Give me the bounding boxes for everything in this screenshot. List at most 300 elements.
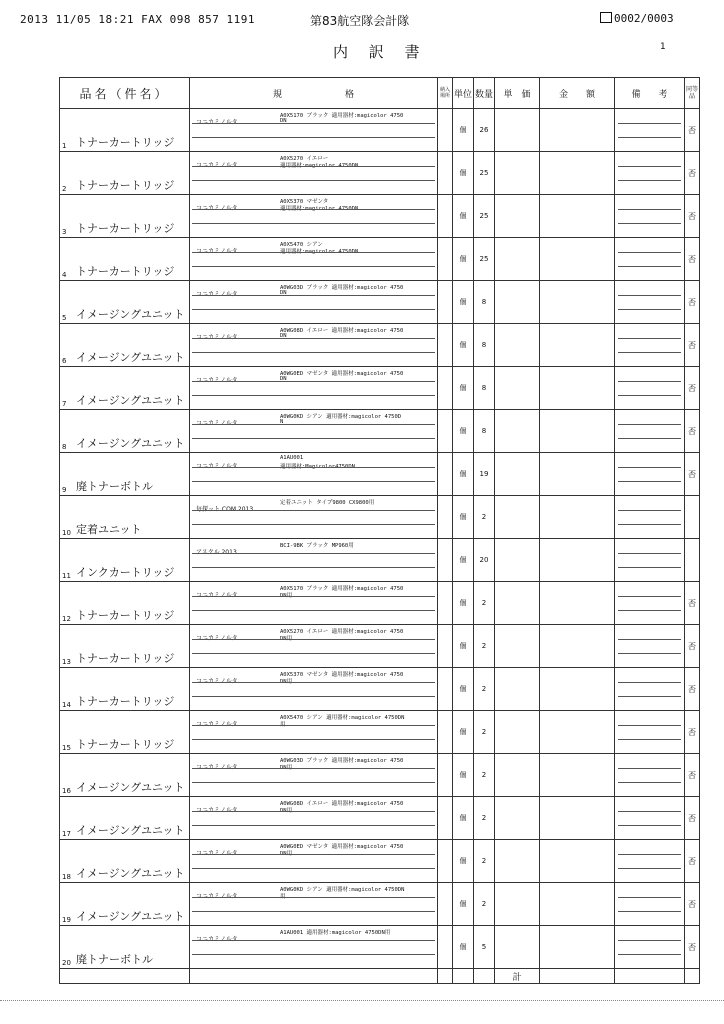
item-qty: 20: [474, 539, 495, 582]
item-spec-line1: A0X5470 シアン 適用器材:magicolor 4750DN: [280, 715, 405, 721]
item-equivalent: 否: [685, 195, 700, 238]
item-remarks: [615, 195, 685, 238]
remarks-rule: [618, 266, 681, 267]
spec-rule: [192, 897, 435, 898]
item-number: 3: [62, 228, 67, 236]
item-number: 17: [62, 830, 71, 838]
item-delivery: [438, 582, 453, 625]
item-amount: [540, 238, 615, 281]
item-unit-price: [495, 625, 540, 668]
remarks-rule: [618, 639, 681, 640]
item-amount: [540, 711, 615, 754]
remarks-rule: [618, 166, 681, 167]
item-spec-cell: [190, 410, 438, 453]
item-remarks: [615, 410, 685, 453]
item-spec-cell: [190, 324, 438, 367]
item-equivalent: 否: [685, 109, 700, 152]
item-unit: 個: [453, 195, 474, 238]
item-equivalent: [685, 539, 700, 582]
item-name-cell: [60, 152, 190, 195]
item-unit-price: [495, 152, 540, 195]
spec-rule: [192, 954, 435, 955]
spec-rule: [192, 510, 435, 511]
item-spec-line1: A0X5370 マゼンタ 適用器材:magicolor 4750: [280, 672, 404, 678]
item-qty: 2: [474, 840, 495, 883]
item-spec-line1: A0X5270 イエロー 適用器材:magicolor 4750: [280, 629, 404, 635]
item-unit-price: [495, 238, 540, 281]
item-unit-price: [495, 410, 540, 453]
remarks-rule: [618, 467, 681, 468]
spec-rule: [192, 467, 435, 468]
item-maker: アスクル 2013: [196, 549, 237, 556]
spec-rule: [192, 223, 435, 224]
item-name-cell: [60, 496, 190, 539]
remarks-rule: [618, 123, 681, 124]
item-name: 廃トナーボトル: [76, 480, 153, 493]
item-delivery: [438, 754, 453, 797]
item-amount: [540, 668, 615, 711]
item-name: トナーカートリッジ: [76, 136, 175, 149]
item-spec-cell: [190, 625, 438, 668]
item-delivery: [438, 410, 453, 453]
item-unit: 個: [453, 926, 474, 969]
item-spec-cell: [190, 367, 438, 410]
item-name-cell: [60, 754, 190, 797]
spec-rule: [192, 123, 435, 124]
remarks-rule: [618, 524, 681, 525]
item-name-cell: [60, 883, 190, 926]
total-label: 計: [495, 969, 540, 984]
spec-rule: [192, 395, 435, 396]
item-amount: [540, 453, 615, 496]
item-amount: [540, 840, 615, 883]
item-equivalent: 否: [685, 926, 700, 969]
item-name: トナーカートリッジ: [76, 695, 175, 708]
total-blank-4: [453, 969, 474, 984]
spec-rule: [192, 639, 435, 640]
spec-rule: [192, 266, 435, 267]
item-spec-line1: A0X5470 シアン: [280, 242, 323, 248]
item-equivalent: 否: [685, 797, 700, 840]
remarks-rule: [618, 137, 681, 138]
item-spec-cell: [190, 496, 438, 539]
item-spec-line1: 定着ユニット タイプ9800 CX9800用: [280, 500, 375, 506]
item-spec-line2: N: [280, 419, 284, 425]
breakdown-table: [59, 77, 700, 984]
item-equivalent: 否: [685, 625, 700, 668]
remarks-rule: [618, 180, 681, 181]
spec-rule: [192, 481, 435, 482]
item-remarks: [615, 324, 685, 367]
table-row: [60, 152, 700, 195]
spec-rule: [192, 725, 435, 726]
item-name: トナーカートリッジ: [76, 738, 175, 751]
item-spec-line2: 適用器材:magicolor 4750DN: [280, 249, 359, 255]
item-spec-line2: 適用器材:Magicolor4750DN: [280, 464, 355, 470]
item-spec-cell: [190, 840, 438, 883]
item-spec-line1: A0WG0KD シアン 適用器材:magicolor 4750D: [280, 414, 402, 420]
spec-rule: [192, 682, 435, 683]
item-name: イメージングユニット: [76, 781, 185, 794]
item-name-cell: [60, 539, 190, 582]
item-amount: [540, 152, 615, 195]
item-name-cell: [60, 625, 190, 668]
header-amount: 金 額: [540, 78, 615, 109]
item-name-cell: [60, 668, 190, 711]
table-row: [60, 324, 700, 367]
spec-rule: [192, 596, 435, 597]
item-qty: 8: [474, 324, 495, 367]
item-delivery: [438, 840, 453, 883]
item-name-cell: [60, 840, 190, 883]
remarks-rule: [618, 897, 681, 898]
header-delivery: 納入 場所: [438, 78, 453, 109]
spec-rule: [192, 811, 435, 812]
item-maker: コニカミノルタ: [196, 807, 238, 814]
item-spec-cell: [190, 109, 438, 152]
item-unit: 個: [453, 840, 474, 883]
item-number: 4: [62, 271, 67, 279]
item-spec-cell: [190, 453, 438, 496]
item-qty: 25: [474, 238, 495, 281]
table-row: [60, 797, 700, 840]
item-equivalent: 否: [685, 324, 700, 367]
item-remarks: [615, 668, 685, 711]
remarks-rule: [618, 352, 681, 353]
remarks-rule: [618, 510, 681, 511]
item-unit: 個: [453, 754, 474, 797]
item-qty: 26: [474, 109, 495, 152]
item-equivalent: [685, 496, 700, 539]
item-unit-price: [495, 453, 540, 496]
page-icon: [600, 12, 612, 23]
item-spec-line1: A1AU001 適用器材:magicolor 4750DN用: [280, 930, 391, 936]
item-equivalent: 否: [685, 582, 700, 625]
spec-rule: [192, 553, 435, 554]
item-spec-line1: A0X5370 マゼンタ: [280, 199, 329, 205]
item-delivery: [438, 152, 453, 195]
fax-sender: 第83航空隊会計隊: [310, 14, 410, 28]
remarks-rule: [618, 481, 681, 482]
item-spec-line2: DN: [280, 376, 287, 382]
item-spec-cell: [190, 281, 438, 324]
header-name: 品名（件名）: [60, 78, 190, 109]
item-unit-price: [495, 926, 540, 969]
header-equivalent: 同等 品: [685, 78, 700, 109]
item-spec-cell: [190, 152, 438, 195]
table-row: [60, 195, 700, 238]
remarks-rule: [618, 223, 681, 224]
total-blank-2: [190, 969, 438, 984]
item-spec-line1: A1AU001: [280, 455, 304, 461]
item-amount: [540, 926, 615, 969]
item-unit: 個: [453, 152, 474, 195]
total-amount: [540, 969, 615, 984]
item-qty: 8: [474, 281, 495, 324]
item-unit: 個: [453, 582, 474, 625]
item-spec-line2: DN用: [280, 593, 293, 599]
item-remarks: [615, 539, 685, 582]
item-spec-line2: DN用: [280, 679, 293, 685]
item-maker: コニカミノルタ: [196, 291, 238, 298]
table-row: [60, 367, 700, 410]
item-qty: 2: [474, 797, 495, 840]
item-spec-line2: DN用: [280, 765, 293, 771]
fax-page-counter-text: 0002/0003: [614, 12, 674, 25]
item-name-cell: [60, 926, 190, 969]
item-maker: コニカミノルタ: [196, 678, 238, 685]
total-row: [60, 969, 700, 984]
item-equivalent: 否: [685, 238, 700, 281]
spec-rule: [192, 252, 435, 253]
item-spec-line1: A0WG08D イエロー 適用器材:magicolor 4750: [280, 801, 404, 807]
item-spec-line1: A0WG08D イエロー 適用器材:magicolor 4750: [280, 328, 404, 334]
item-name: トナーカートリッジ: [76, 265, 175, 278]
item-spec-line2: 適用器材:magicolor 4750DN: [280, 206, 359, 212]
item-unit: 個: [453, 496, 474, 539]
item-spec-cell: [190, 711, 438, 754]
table-header-row: [60, 78, 700, 109]
item-amount: [540, 324, 615, 367]
item-number: 6: [62, 357, 67, 365]
item-spec-line2: 適用器材:magicolor 4750DN: [280, 163, 359, 169]
item-unit-price: [495, 582, 540, 625]
item-number: 5: [62, 314, 67, 322]
remarks-rule: [618, 295, 681, 296]
item-unit-price: [495, 367, 540, 410]
item-amount: [540, 625, 615, 668]
item-spec-line2: 用: [280, 894, 286, 900]
item-amount: [540, 109, 615, 152]
item-equivalent: 否: [685, 152, 700, 195]
table-row: [60, 238, 700, 281]
item-name-cell: [60, 195, 190, 238]
item-unit-price: [495, 711, 540, 754]
remarks-rule: [618, 782, 681, 783]
item-number: 10: [62, 529, 71, 537]
item-name: トナーカートリッジ: [76, 652, 175, 665]
item-name: イメージングユニット: [76, 867, 185, 880]
item-maker: 毎探ット.COM 2013: [196, 506, 254, 513]
spec-rule: [192, 653, 435, 654]
remarks-rule: [618, 682, 681, 683]
remarks-rule: [618, 567, 681, 568]
remarks-rule: [618, 424, 681, 425]
header-spec: 規 格: [190, 78, 438, 109]
item-delivery: [438, 883, 453, 926]
item-remarks: [615, 496, 685, 539]
item-name: イメージングユニット: [76, 351, 185, 364]
fax-sent-info: 2013 11/05 18:21 FAX 098 857 1191: [20, 13, 256, 26]
item-maker: コニカミノルタ: [196, 463, 238, 470]
total-blank-3: [438, 969, 453, 984]
item-delivery: [438, 367, 453, 410]
item-remarks: [615, 152, 685, 195]
spec-rule: [192, 739, 435, 740]
remarks-rule: [618, 854, 681, 855]
spec-rule: [192, 911, 435, 912]
item-qty: 25: [474, 152, 495, 195]
table-row: [60, 410, 700, 453]
item-unit-price: [495, 539, 540, 582]
item-name-cell: [60, 367, 190, 410]
item-maker: コニカミノルタ: [196, 205, 238, 212]
fax-header: [0, 0, 724, 34]
remarks-rule: [618, 725, 681, 726]
item-remarks: [615, 883, 685, 926]
item-qty: 8: [474, 367, 495, 410]
item-amount: [540, 797, 615, 840]
table-row: [60, 109, 700, 152]
item-maker: コニカミノルタ: [196, 119, 238, 126]
item-remarks: [615, 711, 685, 754]
item-number: 14: [62, 701, 71, 709]
spec-rule: [192, 137, 435, 138]
spec-rule: [192, 209, 435, 210]
spec-rule: [192, 696, 435, 697]
item-remarks: [615, 109, 685, 152]
table-row: [60, 453, 700, 496]
item-name-cell: [60, 109, 190, 152]
item-unit-price: [495, 840, 540, 883]
item-number: 15: [62, 744, 71, 752]
remarks-rule: [618, 825, 681, 826]
item-delivery: [438, 324, 453, 367]
item-qty: 2: [474, 496, 495, 539]
item-delivery: [438, 539, 453, 582]
spec-rule: [192, 868, 435, 869]
item-number: 8: [62, 443, 67, 451]
item-unit: 個: [453, 109, 474, 152]
spec-rule: [192, 424, 435, 425]
item-delivery: [438, 496, 453, 539]
item-number: 19: [62, 916, 71, 924]
item-spec-line1: A0X5270 イエロー: [280, 156, 329, 162]
item-name-cell: [60, 797, 190, 840]
spec-rule: [192, 854, 435, 855]
remarks-rule: [618, 811, 681, 812]
item-maker: コニカミノルタ: [196, 850, 238, 857]
item-number: 20: [62, 959, 71, 967]
remarks-rule: [618, 954, 681, 955]
item-qty: 5: [474, 926, 495, 969]
spec-rule: [192, 610, 435, 611]
table-row: [60, 582, 700, 625]
item-spec-line1: A0WG0KD シアン 適用器材:magicolor 4750DN: [280, 887, 405, 893]
item-remarks: [615, 840, 685, 883]
item-name-cell: [60, 711, 190, 754]
header-unit-price: 単 価: [495, 78, 540, 109]
item-maker: コニカミノルタ: [196, 936, 238, 943]
item-delivery: [438, 281, 453, 324]
item-number: 11: [62, 572, 71, 580]
item-remarks: [615, 281, 685, 324]
item-amount: [540, 367, 615, 410]
item-qty: 2: [474, 754, 495, 797]
item-amount: [540, 195, 615, 238]
spec-rule: [192, 825, 435, 826]
item-name: 定着ユニット: [76, 523, 142, 536]
item-equivalent: 否: [685, 367, 700, 410]
total-blank-5: [474, 969, 495, 984]
item-maker: コニカミノルタ: [196, 248, 238, 255]
table-row: [60, 625, 700, 668]
item-unit-price: [495, 281, 540, 324]
item-delivery: [438, 711, 453, 754]
table-row: [60, 926, 700, 969]
item-spec-cell: [190, 582, 438, 625]
item-maker: コニカミノルタ: [196, 334, 238, 341]
remarks-rule: [618, 768, 681, 769]
item-equivalent: 否: [685, 410, 700, 453]
item-equivalent: 否: [685, 754, 700, 797]
item-spec-line2: DN用: [280, 636, 293, 642]
remarks-rule: [618, 395, 681, 396]
header-remarks: 備 考: [615, 78, 685, 109]
remarks-rule: [618, 653, 681, 654]
item-spec-cell: [190, 926, 438, 969]
item-unit: 個: [453, 367, 474, 410]
item-amount: [540, 582, 615, 625]
item-unit: 個: [453, 539, 474, 582]
item-name: イメージングユニット: [76, 394, 185, 407]
remarks-rule: [618, 596, 681, 597]
page-mark: 1: [660, 42, 666, 52]
item-unit: 個: [453, 324, 474, 367]
spec-rule: [192, 768, 435, 769]
item-remarks: [615, 238, 685, 281]
spec-rule: [192, 338, 435, 339]
item-delivery: [438, 238, 453, 281]
item-spec-line1: A0WG0ED マゼンタ 適用器材:magicolor 4750: [280, 844, 404, 850]
item-unit-price: [495, 496, 540, 539]
table-row: [60, 754, 700, 797]
spec-rule: [192, 166, 435, 167]
spec-rule: [192, 295, 435, 296]
item-spec-line1: A0X5170 ブラック 適用器材:magicolor 4750: [280, 113, 404, 119]
item-qty: 19: [474, 453, 495, 496]
item-qty: 2: [474, 883, 495, 926]
item-qty: 2: [474, 711, 495, 754]
item-unit: 個: [453, 625, 474, 668]
item-qty: 25: [474, 195, 495, 238]
item-equivalent: 否: [685, 711, 700, 754]
item-number: 13: [62, 658, 71, 666]
item-unit: 個: [453, 410, 474, 453]
item-name: イメージングユニット: [76, 824, 185, 837]
item-name-cell: [60, 410, 190, 453]
item-equivalent: 否: [685, 668, 700, 711]
item-name-cell: [60, 238, 190, 281]
header-qty: 数量: [474, 78, 495, 109]
item-spec-line1: A0WG03D ブラック 適用器材:magicolor 4750: [280, 285, 404, 291]
table-row: [60, 883, 700, 926]
item-name-cell: [60, 582, 190, 625]
item-maker: コニカミノルタ: [196, 592, 238, 599]
spec-rule: [192, 309, 435, 310]
item-spec-line2: DN用: [280, 851, 293, 857]
table-row: [60, 668, 700, 711]
item-spec-cell: [190, 668, 438, 711]
item-delivery: [438, 926, 453, 969]
spec-rule: [192, 381, 435, 382]
item-unit-price: [495, 324, 540, 367]
item-number: 1: [62, 142, 67, 150]
remarks-rule: [618, 911, 681, 912]
remarks-rule: [618, 209, 681, 210]
item-unit: 個: [453, 281, 474, 324]
item-spec-cell: [190, 539, 438, 582]
